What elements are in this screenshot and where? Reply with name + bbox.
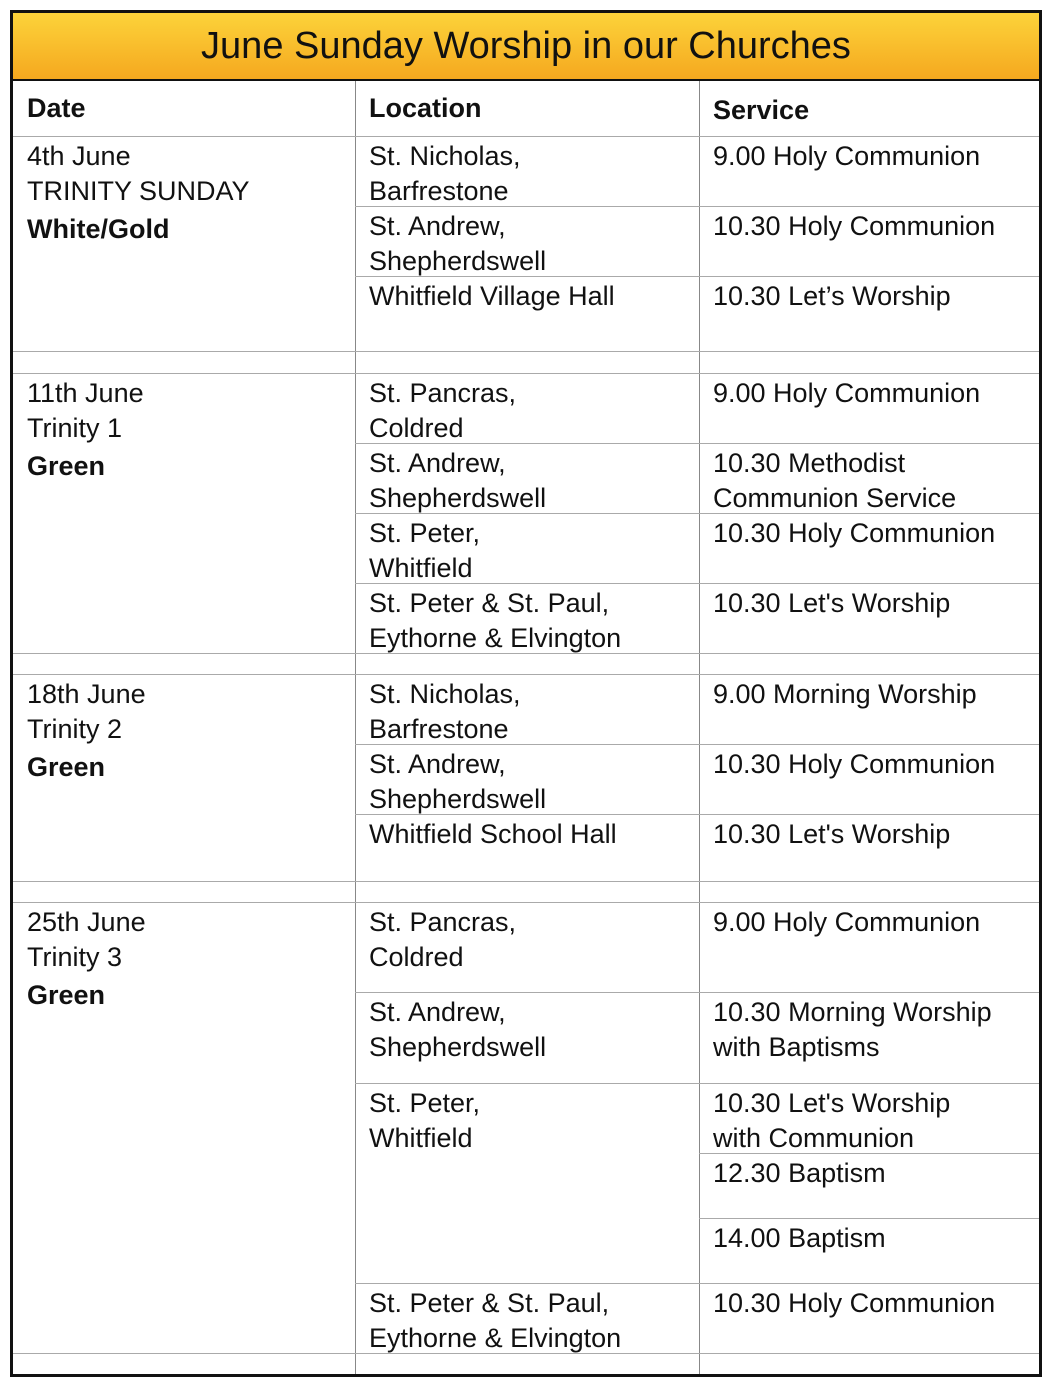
service-line: 10.30 Let's Worship bbox=[713, 819, 951, 849]
service-line: 10.30 Holy Communion bbox=[713, 1288, 996, 1318]
schedule-frame bbox=[10, 10, 1042, 1377]
location-line: Whitfield bbox=[369, 1123, 473, 1153]
liturgical-colour: Green bbox=[27, 752, 106, 782]
location-line: St. Peter & St. Paul, bbox=[369, 1288, 610, 1318]
service-line: 10.30 Holy Communion bbox=[713, 749, 996, 779]
location-line: Whitfield School Hall bbox=[369, 819, 617, 849]
service-line: 10.30 Methodist bbox=[713, 448, 906, 478]
group-date: 18th June bbox=[27, 679, 146, 709]
location-line: St. Andrew, bbox=[369, 211, 506, 241]
location-line: St. Nicholas, bbox=[369, 679, 521, 709]
service-line: 10.30 Let’s Worship bbox=[713, 281, 951, 311]
row-divider bbox=[355, 513, 1039, 514]
location-line: St. Peter & St. Paul, bbox=[369, 588, 610, 618]
location-line: Eythorne & Elvington bbox=[369, 1323, 622, 1353]
row-divider bbox=[355, 992, 1039, 993]
column-divider-service bbox=[699, 81, 700, 1374]
group-date: 25th June bbox=[27, 907, 146, 937]
group-divider bbox=[13, 1353, 1039, 1354]
row-divider bbox=[355, 206, 1039, 207]
group-divider bbox=[13, 902, 1039, 903]
location-line: Eythorne & Elvington bbox=[369, 623, 622, 653]
liturgical-colour: White/Gold bbox=[27, 214, 170, 244]
service-line: 9.00 Holy Communion bbox=[713, 141, 981, 171]
location-line: Whitfield Village Hall bbox=[369, 281, 615, 311]
group-divider bbox=[13, 373, 1039, 374]
location-line: Barfrestone bbox=[369, 176, 509, 206]
group-occasion: Trinity 3 bbox=[27, 942, 123, 972]
location-line: St. Andrew, bbox=[369, 749, 506, 779]
location-line: Shepherdswell bbox=[369, 1032, 547, 1062]
location-line: St. Pancras, bbox=[369, 907, 517, 937]
service-line: 10.30 Holy Communion bbox=[713, 211, 996, 241]
service-line: 10.30 Let's Worship bbox=[713, 1088, 951, 1118]
service-line: 10.30 Holy Communion bbox=[713, 518, 996, 548]
location-line: St. Peter, bbox=[369, 1088, 481, 1118]
service-line: 10.30 Morning Worship bbox=[713, 997, 992, 1027]
header-date: Date bbox=[27, 93, 86, 123]
location-line: St. Peter, bbox=[369, 518, 481, 548]
service-line: 9.00 Morning Worship bbox=[713, 679, 977, 709]
row-divider bbox=[355, 1083, 1039, 1084]
group-divider bbox=[13, 881, 1039, 882]
group-occasion: Trinity 1 bbox=[27, 413, 123, 443]
group-divider bbox=[13, 653, 1039, 654]
location-line: St. Nicholas, bbox=[369, 141, 521, 171]
service-line: 14.00 Baptism bbox=[713, 1223, 886, 1253]
service-line: 9.00 Holy Communion bbox=[713, 378, 981, 408]
location-line: Shepherdswell bbox=[369, 246, 547, 276]
service-line: Communion Service bbox=[713, 483, 957, 513]
location-line: Coldred bbox=[369, 413, 464, 443]
group-date: 11th June bbox=[27, 378, 144, 408]
header-divider bbox=[13, 136, 1039, 137]
group-divider bbox=[13, 351, 1039, 352]
location-line: Shepherdswell bbox=[369, 784, 547, 814]
header-location: Location bbox=[369, 93, 482, 123]
service-line: with Communion bbox=[713, 1123, 915, 1153]
liturgical-colour: Green bbox=[27, 451, 106, 481]
location-line: Whitfield bbox=[369, 553, 473, 583]
group-occasion: Trinity 2 bbox=[27, 714, 123, 744]
header-service: Service bbox=[713, 95, 810, 125]
row-divider bbox=[355, 276, 1039, 277]
service-line: with Baptisms bbox=[713, 1032, 880, 1062]
row-divider bbox=[355, 443, 1039, 444]
row-divider bbox=[355, 744, 1039, 745]
location-line: St. Andrew, bbox=[369, 448, 506, 478]
row-divider bbox=[355, 583, 1039, 584]
column-divider-location bbox=[355, 81, 356, 1374]
liturgical-colour: Green bbox=[27, 980, 106, 1010]
row-divider bbox=[699, 1153, 1039, 1154]
service-line: 12.30 Baptism bbox=[713, 1158, 886, 1188]
row-divider bbox=[699, 1218, 1039, 1219]
location-line: Shepherdswell bbox=[369, 483, 547, 513]
title-banner bbox=[13, 13, 1039, 81]
group-divider bbox=[13, 674, 1039, 675]
location-line: Barfrestone bbox=[369, 714, 509, 744]
service-line: 10.30 Let's Worship bbox=[713, 588, 951, 618]
group-occasion: TRINITY SUNDAY bbox=[27, 176, 250, 206]
location-line: Coldred bbox=[369, 942, 464, 972]
page-title: June Sunday Worship in our Churches bbox=[201, 24, 851, 67]
location-line: St. Andrew, bbox=[369, 997, 506, 1027]
service-line: 9.00 Holy Communion bbox=[713, 907, 981, 937]
location-line: St. Pancras, bbox=[369, 378, 517, 408]
group-date: 4th June bbox=[27, 141, 131, 171]
row-divider bbox=[355, 814, 1039, 815]
row-divider bbox=[355, 1283, 1039, 1284]
